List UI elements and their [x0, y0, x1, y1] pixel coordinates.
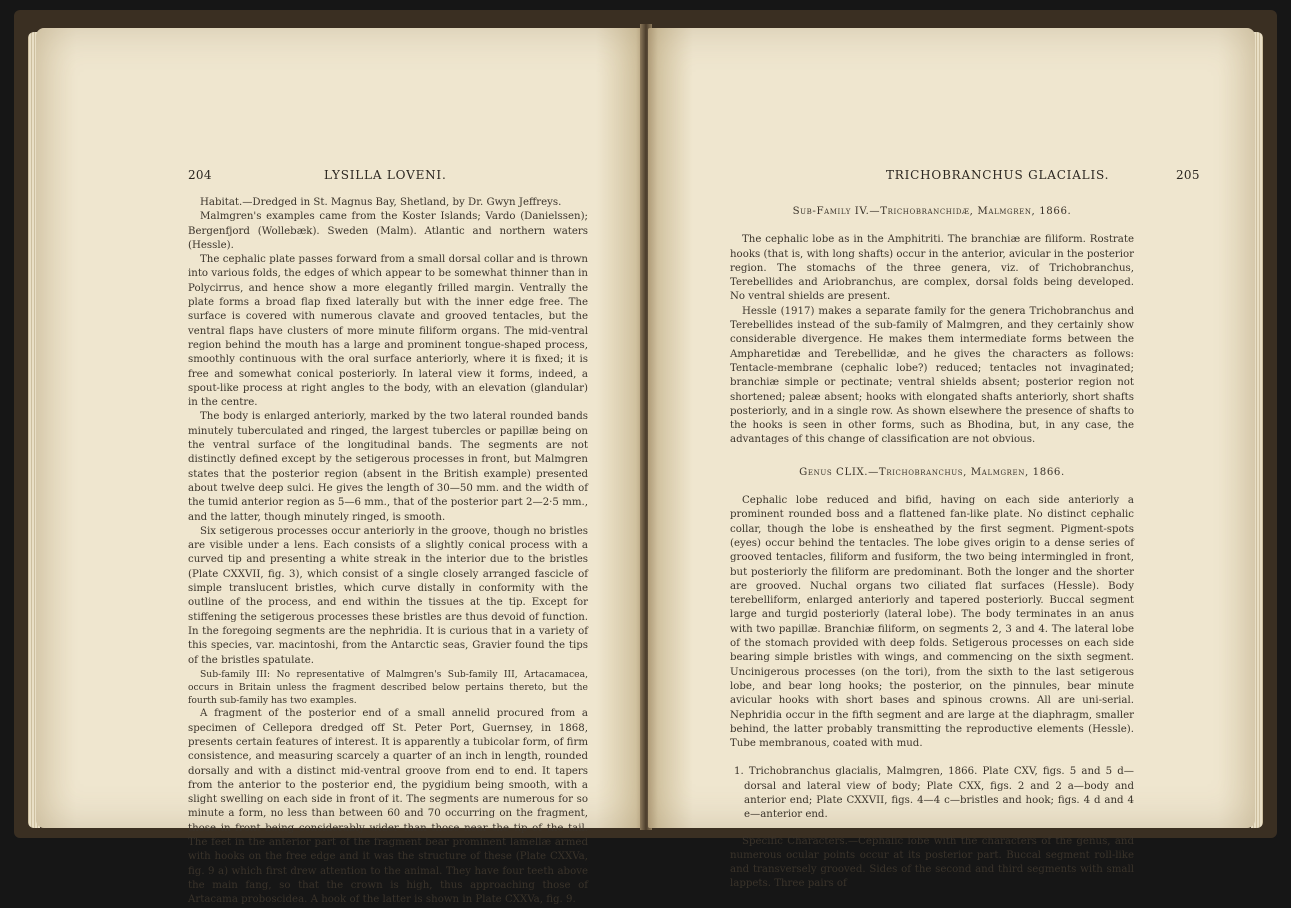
paragraph: A fragment of the posterior end of a small annelid procured from a specimen of Cellepora dredged off St. Peter Port, Guernsey, in 1868, presents certain features of interest. It is apparently a tubicolar form, of firm consistence, and measuring scarcely a quarter of an inch in length, rounded dorsally and with a distinct mid-ventral groove from end to end. It tapers from the anterior to the posterior end, the pygidium being smooth, with a slight swelling on each side in front of it. The segments are numerous for so minute a form, no less than between 60 and 70 occurring on the fragment, those in front being considerably wider than those near the tip of the tail. The feet in the anterior part of the fragment bear prominent lamellæ armed with hooks on the free edge and it was the structure of these (Plate CXXVa, fig. 9 a) which first drew attention to the animal. They have four teeth above the main fang, so that the crown is high, thus approaching those of Artacama proboscidea. A hook of the latter is shown in Plate CXXVa, fig. 9. — [188, 708, 588, 906]
paragraph: Hessle (1917) makes a separate family for the genera Trichobranchus and Terebellides instead of the sub-family of Malmgren, and they certainly show considerable divergence. He makes them intermediate forms between the Ampharetidæ and Terebellidæ, and he gives the characters as follows: Tentacle-membrane (cephalic lobe?) reduced; tentacles not invaginated; branchiæ simple or pectinate; ventral shields absent; posterior region not shortened; paleæ absent; hooks with elongated shafts anteriorly, short shafts posteriorly, and in a single row. As shown elsewhere the presence of shafts to the hooks is seen in other forms, such as Bhodina, but, in any case, the advantages of this change of classification are not obvious. — [730, 305, 1134, 446]
paragraph: Malmgren's examples came from the Koster Islands; Vardo (Danielssen); Bergenfjord (Wollebæk). Sweden (Malm). Atlantic and northern waters (Hessle). — [188, 211, 588, 251]
specific-characters: Specific Characters.—Cephalic lobe with the characters of the genus, and numerous ocular points occur at its posterior part. Buccal segment roll-like and transversely grooved. Sides of the second and third segments with small lappets. Three pairs of — [730, 835, 1134, 890]
running-head: TRICHOBRANCHUS GLACIALIS. — [886, 168, 1110, 182]
paragraph: Sub-family III: No representative of Malmgren's Sub-family III, Artacamacea, occurs in Britain unless the fragment described below pertains thereto, but the fourth sub-family has two examples. — [188, 668, 588, 707]
running-head: LYSILLA LOVENI. — [324, 168, 447, 182]
paragraph: The cephalic plate passes forward from a small dorsal collar and is thrown into various folds, the edges of which appear to be somewhat thinner than in Polycirrus, and hence show a more elegantly frilled margin. Ventrally the plate forms a broad flap fixed laterally but with the inner edge free. The surface is covered with numerous clavate and grooved tentacles, but the ventral flaps have clusters of more minute filiform organs. The mid-ventral region behind the mouth has a large and prominent tongue-shaped process, smoothly continuous with the oral surface anteriorly, where it is fixed; it is free and somewhat conical posteriorly. In lateral view it forms, indeed, a spout-like process at right angles to the body, with an elevation (glandular) in the centre. — [188, 254, 588, 409]
paragraph: Habitat.—Dredged in St. Magnus Bay, Shetland, by Dr. Gwyn Jeffreys. — [200, 197, 562, 208]
right-page — [648, 28, 1255, 890]
paragraph: Cephalic lobe reduced and bifid, having on each side anteriorly a prominent rounded boss and a flattened fan-like plate. No distinct cephalic collar, though the lobe is ensheathed by the first segment. Pigment-spots (eyes) occur behind the tentacles. The lobe gives origin to a dense series of grooved tentacles, filiform and fusiform, the two being intermingled in front, but posteriorly the filiform are predominant. Both the longer and the shorter are grooved. Nuchal organs two ciliated flat surfaces (Hessle). Body terebelliform, enlarged anteriorly and tapered posteriorly. Buccal segment large and turgid posteriorly (lateral lobe). The body terminates in an anus with two papillæ. Branchiæ filiform, on segments 2, 3 and 4. The lateral lobe of the stomach provided with deep folds. Setigerous processes on each side bearing simple bristles with wings, and commencing on the sixth segment. Uncinigerous processes (on the tori), from the sixth to the last setigerous lobe, and bear long hooks; the posterior, on the pinnules, bear minute avicular hooks with short bases and spinous crowns. All are uni-serial. Nephridia occur in the fifth segment and are large at the diaphragm, smaller behind, the latter probably transmitting the reproductive elements (Hessle). Tube membranous, coated with mud. — [730, 495, 1134, 750]
page-number: 204 — [188, 168, 212, 182]
genus-heading: Genus CLIX.—Trichobranchus, Malmgren, 1866. — [799, 466, 1065, 478]
book-spread — [14, 10, 1277, 906]
subfamily-heading: Sub-Family IV.—Trichobranchidæ, Malmgren, 1866. — [792, 206, 1072, 217]
paragraph: The cephalic lobe as in the Amphitriti. The branchiæ are filiform. Rostrate hooks (that is, with long shafts) occur in the anterior, avicular in the posterior region. The stomachs of the three genera, viz. of Trichobranchus, Terebellides and Ariobranchus, are complex, dorsal folds being developed. No ventral shields are present. — [730, 234, 1134, 303]
left-page — [36, 28, 644, 906]
paragraph: Six setigerous processes occur anteriorly in the groove, though no bristles are visible under a lens. Each consists of a slightly conical process with a curved tip and presenting a white streak in the interior due to the bristles (Plate CXXVII, fig. 3), which consist of a single closely arranged fascicle of simple translucent bristles, which curve distally in conformity with the outline of the process, and end within the tissues at the tip. Except for stiffening the setigerous processes these bristles are thus devoid of function. In the foregoing segments are the nephridia. It is curious that in a variety of this species, var. macintoshi, from the Antarctic seas, Gravier found the tips of the bristles spatulate. — [188, 525, 588, 666]
page-number: 205 — [1176, 168, 1200, 182]
right-page-body — [730, 195, 1134, 892]
left-page-body — [188, 196, 588, 908]
paragraph: The body is enlarged anteriorly, marked by the two lateral rounded bands minutely tuberculated and ringed, the largest tubercles or papillæ being on the ventral surface of the longitudinal bands. The segments are not distinctly defined except by the setigerous processes in front, but Malmgren states that the posterior region (absent in the British example) presented about twelve deep sulci. He gives the length of 30—50 mm. and the width of the tumid anterior region as 5—6 mm., that of the posterior part 2—2·5 mm., and the latter, though minutely ringed, is smooth. — [188, 411, 588, 523]
species-entry: 1. Trichobranchus glacialis, Malmgren, 1866. Plate CXV, figs. 5 and 5 d—dorsal and lateral view of body; Plate CXX, figs. 2 and 2 a—body and anterior end; Plate CXXVII, figs. 4—4 c—bristles and hook; figs. 4 d and 4 e—anterior end. — [734, 766, 1134, 821]
